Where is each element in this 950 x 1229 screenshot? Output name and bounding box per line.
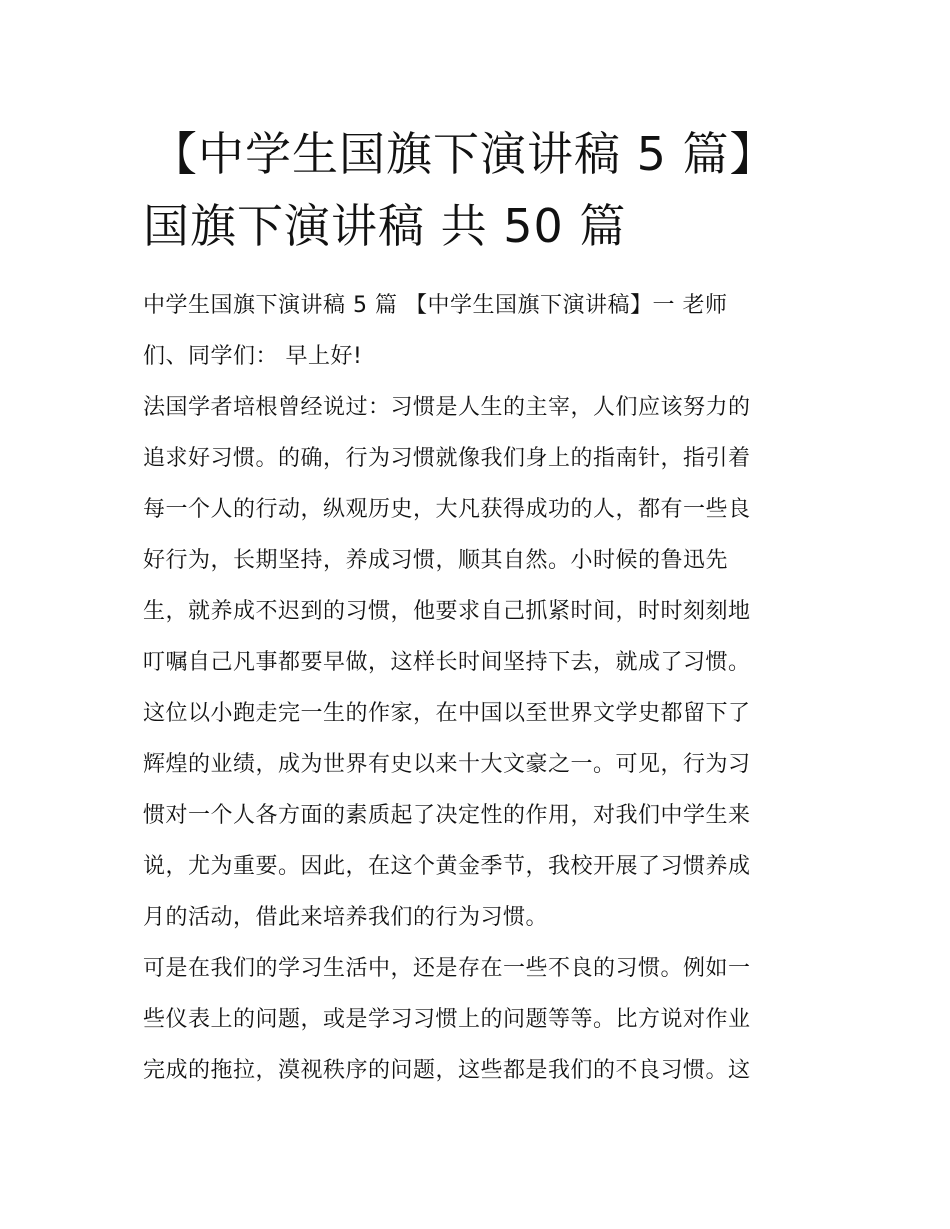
body-line: 可是在我们的学习生活中，还是存在一些不良的习惯。例如一: [143, 956, 751, 981]
body-line: 叮嘱自己凡事都要早做，这样长时间坚持下去，就成了习惯。: [143, 650, 751, 675]
document-body: [143, 280, 823, 1096]
body-line: 完成的拖拉，漠视秩序的问题，这些都是我们的不良习惯。这: [143, 1058, 751, 1083]
body-line: 这位以小跑走完一生的作家，在中国以至世界文学史都留下了: [143, 701, 751, 726]
body-line: 月的活动，借此来培养我们的行为习惯。: [143, 905, 549, 930]
body-line: 惯对一个人各方面的素质起了决定性的作用，对我们中学生来: [143, 803, 751, 828]
body-line: 中学生国旗下演讲稿 5 篇 【中学生国旗下演讲稿】一 老师: [143, 293, 728, 318]
body-line: 们、同学们： 早上好!: [143, 344, 363, 369]
body-line: 生，就养成不迟到的习惯，他要求自己抓紧时间，时时刻刻地: [143, 599, 751, 624]
title-line-2: 国旗下演讲稿 共 50 篇: [143, 199, 627, 253]
body-line: 说，尤为重要。因此，在这个黄金季节，我校开展了习惯养成: [143, 854, 751, 879]
body-line: 法国学者培根曾经说过：习惯是人生的主宰，人们应该努力的: [143, 395, 751, 420]
title-line-1: 【中学生国旗下演讲稿 5 篇】: [151, 127, 777, 181]
body-line: 些仪表上的问题，或是学习习惯上的问题等等。比方说对作业: [143, 1007, 751, 1032]
body-line: 追求好习惯。的确，行为习惯就像我们身上的指南针，指引着: [143, 446, 751, 471]
document-title: [143, 118, 843, 262]
body-line: 辉煌的业绩，成为世界有史以来十大文豪之一。可见，行为习: [143, 752, 751, 777]
body-line: 每一个人的行动，纵观历史，大凡获得成功的人，都有一些良: [143, 497, 751, 522]
body-line: 好行为，长期坚持，养成习惯，顺其自然。小时候的鲁迅先: [143, 548, 729, 573]
